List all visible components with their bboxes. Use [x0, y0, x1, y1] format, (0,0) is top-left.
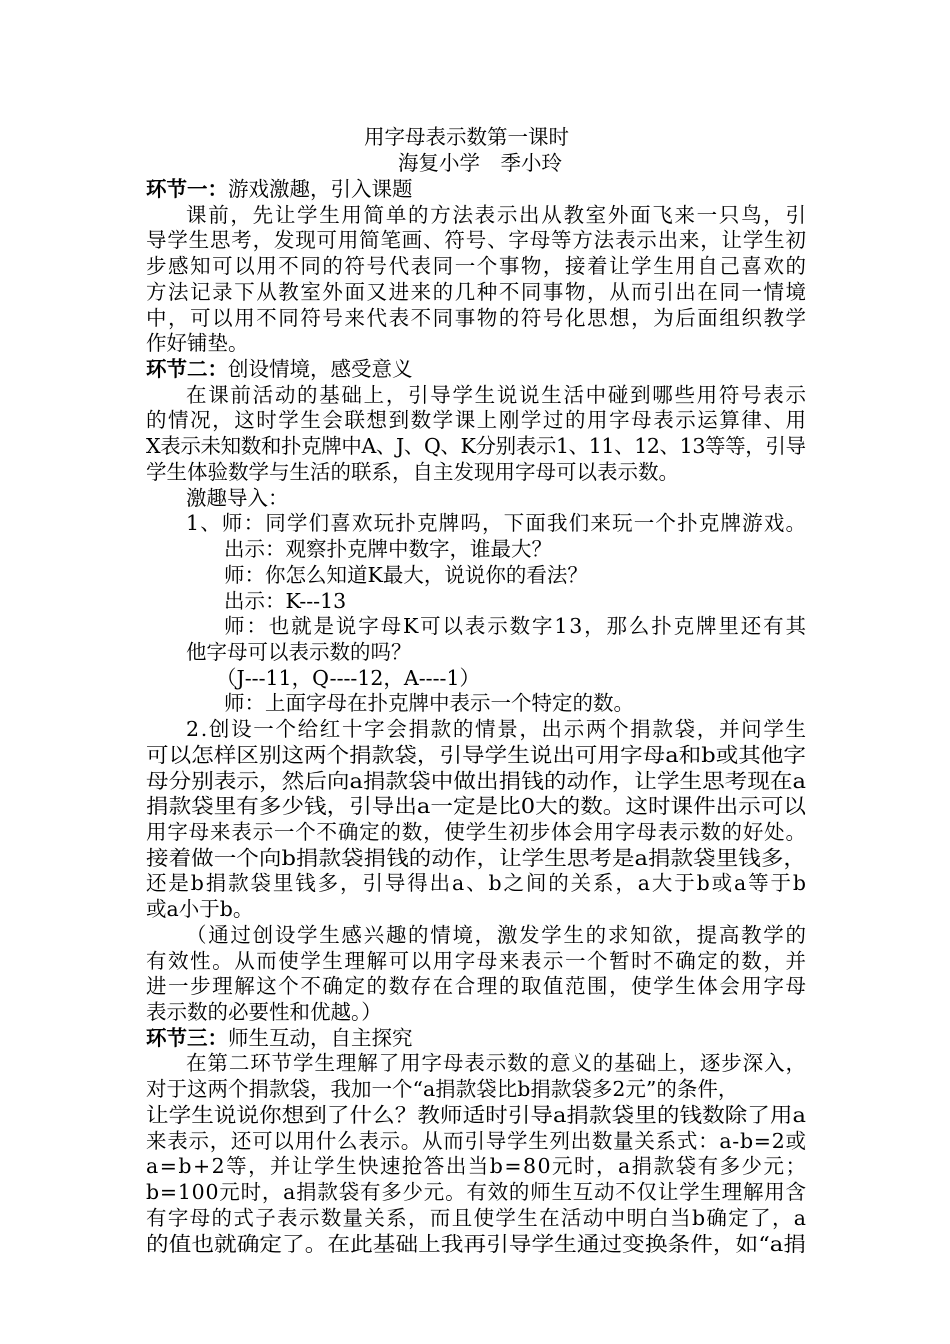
section-heading-label: 环节三： — [146, 1025, 228, 1050]
section-heading-text: 创设情境，感受意义 — [228, 357, 413, 382]
document-title: 用字母表示数第一课时 — [364, 125, 569, 149]
body-line: （J---11，Q----12，A----1） — [216, 665, 480, 690]
body-line: 有字母的式子表示数量关系，而且使学生在活动中明白当b确定了，a — [146, 1205, 808, 1230]
body-line: 或a小于b。 — [146, 897, 254, 922]
body-line: 他字母可以表示数的吗？ — [186, 639, 412, 664]
body-line: 1、师：同学们喜欢玩扑克牌吗，下面我们来玩一个扑克牌游戏。 — [186, 511, 808, 536]
body-line: 2.创设一个给红十字会捐款的情景，出示两个捐款袋，并问学生 — [186, 717, 808, 742]
body-line: 作好铺垫。 — [146, 331, 249, 356]
body-line: 课前，先让学生用简单的方法表示出从教室外面飞来一只鸟，引 — [186, 202, 808, 227]
body-line: 可以怎样区别这两个捐款袋，引导学生说出可用字母a和b或其他字 — [146, 742, 806, 767]
body-line: 在第二环节学生理解了用字母表示数的意义的基础上，逐步深入， — [186, 1051, 807, 1076]
body-line: 师：也就是说字母K可以表示数字13，那么扑克牌里还有其 — [224, 614, 808, 639]
body-line: 还是b捐款袋里钱多，引导得出a、b之间的关系，a大于b或a等于b — [146, 871, 808, 896]
body-line: 师：你怎么知道K最大，说说你的看法？ — [224, 562, 588, 587]
section-heading-label: 环节二： — [146, 357, 228, 382]
body-line: 步感知可以用不同的符号代表同一个事物，接着让学生用自己喜欢的 — [146, 254, 808, 279]
section-heading-text: 游戏激趣，引入课题 — [228, 177, 413, 201]
body-line: 来表示，还可以用什么表示。从而引导学生列出数量关系式：a-b=2或 — [146, 1128, 807, 1153]
body-line: 捐款袋里有多少钱，引导出a一定是比0大的数。这时课件出示可以 — [146, 794, 806, 819]
body-line: b=100元时，a捐款袋有多少元。有效的师生互动不仅让学生理解用含 — [146, 1180, 807, 1205]
body-line: 中，可以用不同符号来代表不同事物的符号化思想，为后面组织教学 — [146, 305, 808, 330]
body-line: 表示数的必要性和优越。） — [146, 1000, 382, 1025]
body-line: 导学生思考，发现可用简笔画、符号、字母等方法表示出来，让学生初 — [146, 228, 807, 253]
body-line: X表示未知数和扑克牌中A、J、Q、K分别表示1、11、12、13等等，引导 — [146, 434, 806, 459]
body-line: 激趣导入： — [186, 485, 289, 510]
body-line: 方法记录下从教室外面又进来的几种不同事物，从而引出在同一情境 — [146, 279, 808, 304]
body-line: 让学生说说你想到了什么？教师适时引导a捐款袋里的钱数除了用a — [146, 1102, 806, 1127]
body-line: 有效性。从而使学生理解可以用字母来表示一个暂时不确定的数，并 — [146, 948, 808, 973]
body-line: a=b+2等，并让学生快速抢答出当b=80元时，a捐款袋有多少元； — [146, 1154, 808, 1179]
section-heading-label: 环节一： — [146, 177, 228, 201]
body-line: 的情况，这时学生会联想到数学课上刚学过的用字母表示运算律、用 — [146, 408, 808, 433]
body-line: 在课前活动的基础上，引导学生说说生活中碰到哪些用符号表示 — [186, 382, 808, 407]
body-line: 用字母来表示一个不确定的数，使学生初步体会用字母表示数的好处。 — [146, 820, 807, 844]
body-line: 母分别表示，然后向a捐款袋中做出捐钱的动作，让学生思考现在a — [146, 768, 806, 793]
body-line: 的值也就确定了。在此基础上我再引导学生通过变换条件，如“a捐 — [146, 1231, 806, 1256]
body-line: 接着做一个向b捐款袋捐钱的动作，让学生思考是a捐款袋里钱多， — [146, 845, 806, 870]
section-heading-text: 师生互动，自主探究 — [228, 1025, 413, 1050]
document-author: 海复小学 季小玲 — [398, 151, 562, 175]
body-line: 师：上面字母在扑克牌中表示一个特定的数。 — [224, 691, 634, 716]
body-line: （通过创设学生感兴趣的情境，激发学生的求知欲，提高教学的 — [186, 922, 808, 947]
body-line: 出示：观察扑克牌中数字，谁最大？ — [224, 537, 552, 562]
body-line: 进一步理解这个不确定的数存在合理的取值范围，使学生体会用字母 — [146, 974, 808, 999]
body-line: 学生体验数学与生活的联系，自主发现用字母可以表示数。 — [146, 459, 679, 484]
body-line: 出示：K---13 — [224, 588, 347, 613]
body-line: 对于这两个捐款袋，我加一个“a捐款袋比b捐款袋多2元”的条件， — [146, 1077, 739, 1102]
